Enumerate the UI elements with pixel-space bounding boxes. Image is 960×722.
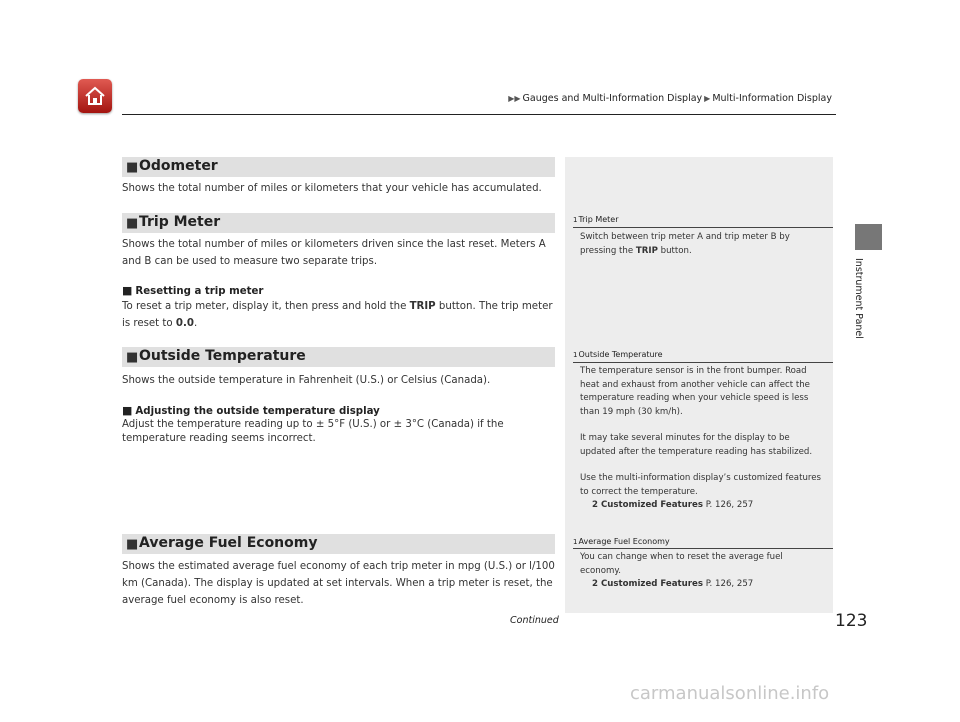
breadcrumb-arrow-icon: ▶▶ (508, 94, 521, 103)
note-heading-outside-temperature (573, 350, 663, 359)
note-divider (573, 227, 833, 228)
section-title: Odometer (139, 158, 218, 174)
chapter-tab[interactable] (855, 224, 882, 250)
square-bullet-icon: ■ (126, 216, 139, 231)
note-paragraph: The temperature sensor is in the front bumper. Road heat and exhaust from another vehicle can affect the temperature reading when your vehicle speed is less than 19 mph (30 km/h). (580, 366, 810, 417)
note-average-fuel-economy-text (580, 551, 825, 592)
outside-temperature-text: Shows the outside temperature in Fahrenheit (U.S.) or Celsius (Canada). (122, 375, 491, 386)
trip-meter-text: Shows the total number of miles or kilometers driven since the last reset. Meters A and B can be used to measure two separate trips. (122, 239, 546, 267)
reference-label: Customized Features (600, 500, 703, 510)
cross-reference-link[interactable] (580, 578, 825, 592)
resetting-trip-meter-text (122, 298, 555, 332)
reset-value: 0.0 (175, 318, 194, 329)
cross-reference-link[interactable] (580, 499, 825, 513)
text-run: . (193, 318, 198, 329)
header-divider (122, 114, 836, 115)
note-divider (573, 362, 833, 363)
note-paragraph: Use the multi-information display’s customized features to correct the temperature. (580, 473, 821, 497)
trip-button-label: TRIP (409, 301, 436, 312)
text-run: button. (657, 245, 692, 256)
breadcrumb-link-gauges[interactable]: Gauges and Multi-Information Display (522, 93, 703, 104)
subheading-adjusting-temperature (122, 404, 380, 417)
section-heading-trip-meter (122, 213, 555, 233)
adjusting-temperature-text: Adjust the temperature reading up to ± 5°F (U.S.) or ± 3°C (Canada) if the temperature reading seems incorrect. (122, 419, 504, 444)
trip-button-label: TRIP (635, 245, 658, 256)
reference-arrow-icon: 2 (592, 500, 598, 510)
subheading-resetting-trip-meter (122, 284, 263, 297)
text-run: Switch between trip meter A and trip meter B by pressing the (580, 232, 790, 256)
page-number: 123 (835, 611, 868, 631)
continued-label: Continued (510, 615, 559, 626)
square-bullet-icon: ■ (122, 284, 133, 297)
note-title: Outside Temperature (578, 350, 663, 359)
subheading-text: Adjusting the outside temperature display (135, 406, 380, 417)
section-title: Outside Temperature (139, 348, 306, 364)
average-fuel-economy-text: Shows the estimated average fuel economy of each trip meter in mpg (U.S.) or l/100 km (Canada). The display is updated at set intervals. When a trip meter is reset, the average fuel economy is also reset. (122, 561, 555, 606)
note-title: Trip Meter (578, 215, 619, 224)
note-heading-trip-meter (573, 215, 618, 224)
note-divider (573, 548, 833, 549)
square-bullet-icon: ■ (126, 537, 139, 552)
section-heading-average-fuel-economy (122, 534, 555, 554)
breadcrumb-current: Multi-Information Display (712, 93, 832, 104)
text-run: button. The trip meter is reset to (122, 301, 553, 329)
note-number: 1 (573, 538, 578, 546)
section-heading-odometer (122, 157, 555, 177)
note-number: 1 (573, 216, 578, 224)
section-heading-outside-temperature (122, 347, 555, 367)
square-bullet-icon: ■ (126, 160, 139, 175)
reference-pages: P. 126, 257 (702, 500, 754, 510)
note-trip-meter-text (580, 231, 825, 258)
section-title: Trip Meter (139, 214, 221, 230)
odometer-text: Shows the total number of miles or kilometers that your vehicle has accumulated. (122, 183, 542, 194)
home-icon (83, 84, 107, 108)
reference-pages: P. 126, 257 (702, 579, 754, 589)
breadcrumb-arrow-icon: ▶ (704, 94, 711, 103)
reference-label: Customized Features (600, 579, 703, 589)
note-title: Average Fuel Economy (578, 537, 670, 546)
note-outside-temperature-text (580, 365, 825, 513)
square-bullet-icon: ■ (122, 404, 133, 417)
breadcrumb (506, 93, 832, 104)
note-paragraph: You can change when to reset the average fuel economy. (580, 552, 783, 576)
subheading-text: Resetting a trip meter (135, 286, 264, 297)
note-number: 1 (573, 351, 578, 359)
note-heading-average-fuel-economy (573, 537, 670, 546)
chapter-title-text: Instrument Panel (853, 258, 864, 339)
text-run: To reset a trip meter, display it, then press and hold the (122, 301, 410, 312)
square-bullet-icon: ■ (126, 350, 139, 365)
section-title: Average Fuel Economy (139, 535, 318, 551)
note-paragraph: It may take several minutes for the display to be updated after the temperature reading has stabilized. (580, 433, 813, 457)
watermark: carmanualsonline.info (630, 683, 830, 704)
reference-arrow-icon: 2 (592, 579, 598, 589)
home-button[interactable] (78, 79, 112, 113)
chapter-title (850, 258, 870, 348)
